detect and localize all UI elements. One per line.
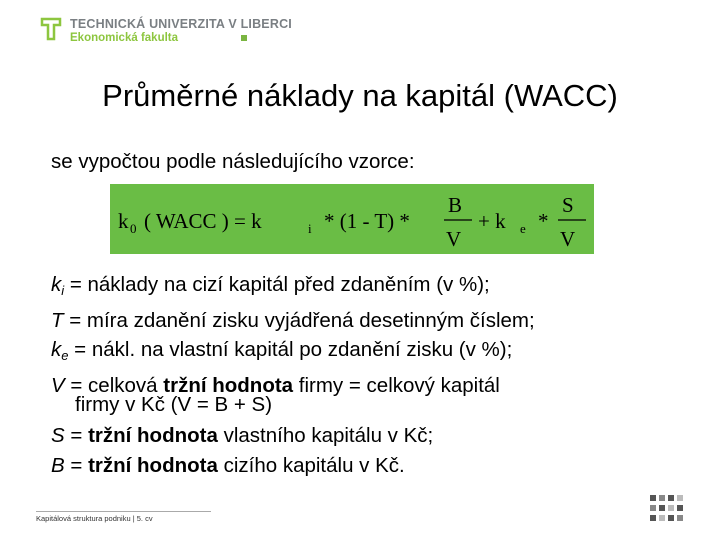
grid-logo-icon: [650, 495, 684, 521]
formula-lhs: ( WACC ) = k: [144, 209, 262, 233]
formula-frac1-den: V: [446, 227, 462, 251]
university-logo: [38, 16, 292, 46]
formula-frac1-num: B: [448, 193, 463, 217]
slide-title: Průměrné náklady na kapitál (WACC): [102, 78, 618, 113]
formula-mid: * (1 - T) *: [324, 209, 410, 233]
formula-plus: + k: [478, 209, 506, 233]
wacc-formula: [110, 184, 594, 254]
definition-s: S = tržní hodnota vlastního kapitálu v Kč;: [51, 424, 434, 447]
formula-k0: k: [118, 209, 129, 233]
definition-v: V = celková tržní hodnota firmy = celkový kapitál: [51, 373, 500, 397]
logo-square-icon: [241, 35, 247, 41]
definition-v-continuation: firmy v Kč (V = B + S): [75, 393, 273, 416]
formula-star: *: [538, 209, 549, 233]
formula-frac2-den: V: [560, 227, 576, 251]
definition-ki: $k_i$ = náklady na cizí kapitál před zdaněním (v %);: [51, 273, 490, 298]
faculty-name: Ekonomická fakulta: [70, 32, 179, 44]
university-name: TECHNICKÁ UNIVERZITA V LIBERCI: [70, 17, 292, 31]
intro-text: se vypočtou podle následujícího vzorce:: [51, 150, 415, 173]
formula-frac2-num: S: [562, 193, 574, 217]
formula-ki-sub: i: [308, 221, 312, 236]
formula-ke-sub: e: [520, 221, 526, 236]
definition-t: T = míra zdanění zisku vyjádřená desetinným číslem;: [51, 308, 535, 332]
definitions-list: [51, 270, 535, 480]
tul-logo-icon: [38, 16, 64, 42]
definition-ke: $k_e$ = nákl. na vlastní kapitál po zdanění zisku (v %);: [51, 338, 513, 363]
formula-k0-sub: 0: [130, 221, 137, 236]
slide-footer: Kapitálová struktura podniku | 5. cv: [36, 511, 211, 523]
definition-b: B = tržní hodnota cizího kapitálu v Kč.: [51, 453, 405, 477]
